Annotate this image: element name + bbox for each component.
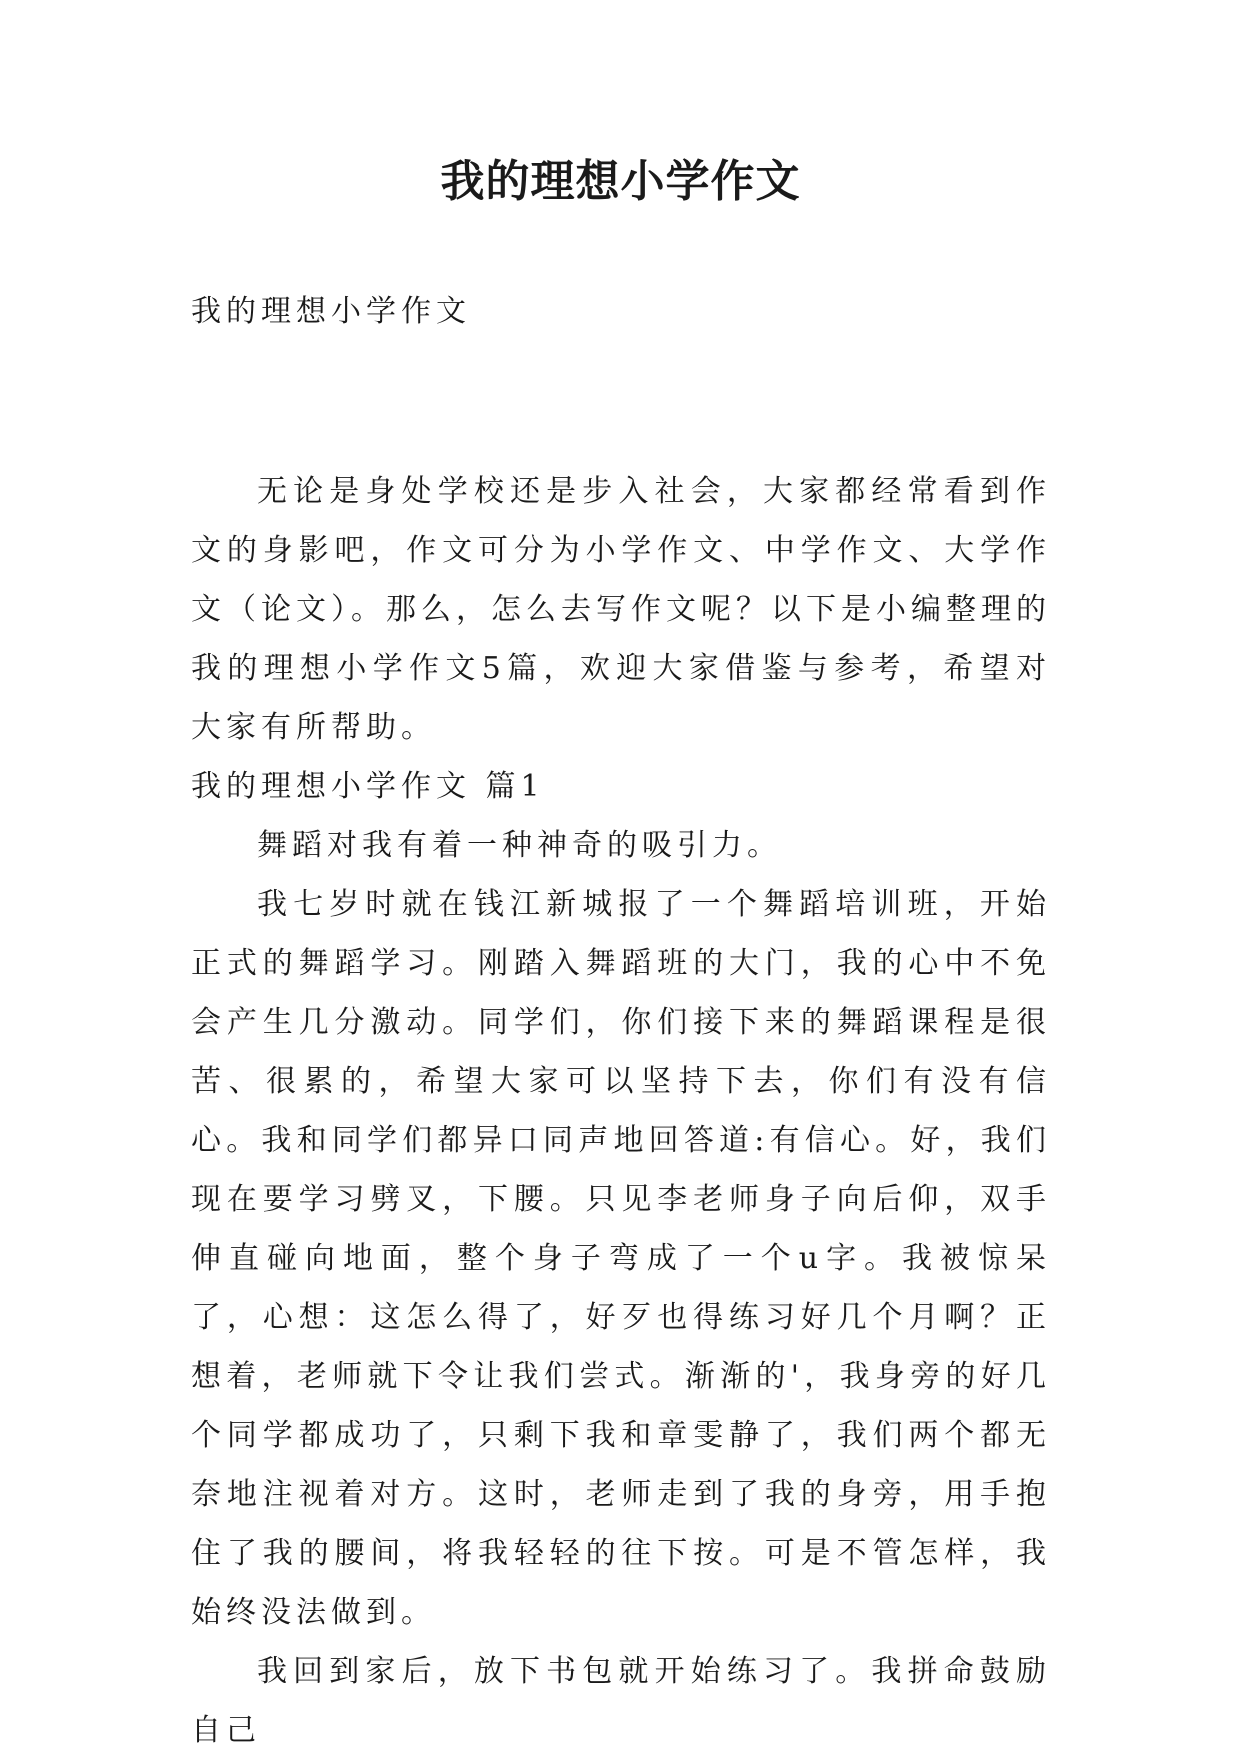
document-body (191, 462, 1051, 1760)
body-paragraph: 我回到家后，放下书包就开始练习了。我拼命鼓励自己 (191, 1654, 1051, 1748)
section-heading: 我的理想小学作文 篇1 (191, 769, 545, 804)
document-subtitle: 我的理想小学作文 (191, 294, 471, 329)
document-title: 我的理想小学作文 (440, 156, 801, 207)
body-paragraph: 我七岁时就在钱江新城报了一个舞蹈培训班，开始正式的舞蹈学习。刚踏入舞蹈班的大门，我的心中不免会产生几分激动。同学们，你们接下来的舞蹈课程是很苦、很累的，希望大家可以坚持下去，你们有没有信心。我和同学们都异口同声地回答道:有信心。好，我们现在要学习劈叉，下腰。只见李老师身子向后仰，双手伸直碰向地面，整个身子弯成了一个u字。我被惊呆了，心想：这怎么得了，好歹也得练习好几个月啊？正想着，老师就下令让我们尝式。渐渐的'，我身旁的好几个同学都成功了，只剩下我和章雯静了，我们两个都无奈地注视着对方。这时，老师走到了我的身旁，用手抱住了我的腰间，将我轻轻的往下按。可是不管怎样，我始终没法做到。 (191, 887, 1051, 1630)
body-paragraph: 舞蹈对我有着一种神奇的吸引力。 (257, 828, 782, 863)
intro-paragraph: 无论是身处学校还是步入社会，大家都经常看到作文的身影吧，作文可分为小学作文、中学作文、大学作文（论文）。那么，怎么去写作文呢？以下是小编整理的我的理想小学作文5篇，欢迎大家借鉴与参考，希望对大家有所帮助。 (191, 474, 1051, 745)
